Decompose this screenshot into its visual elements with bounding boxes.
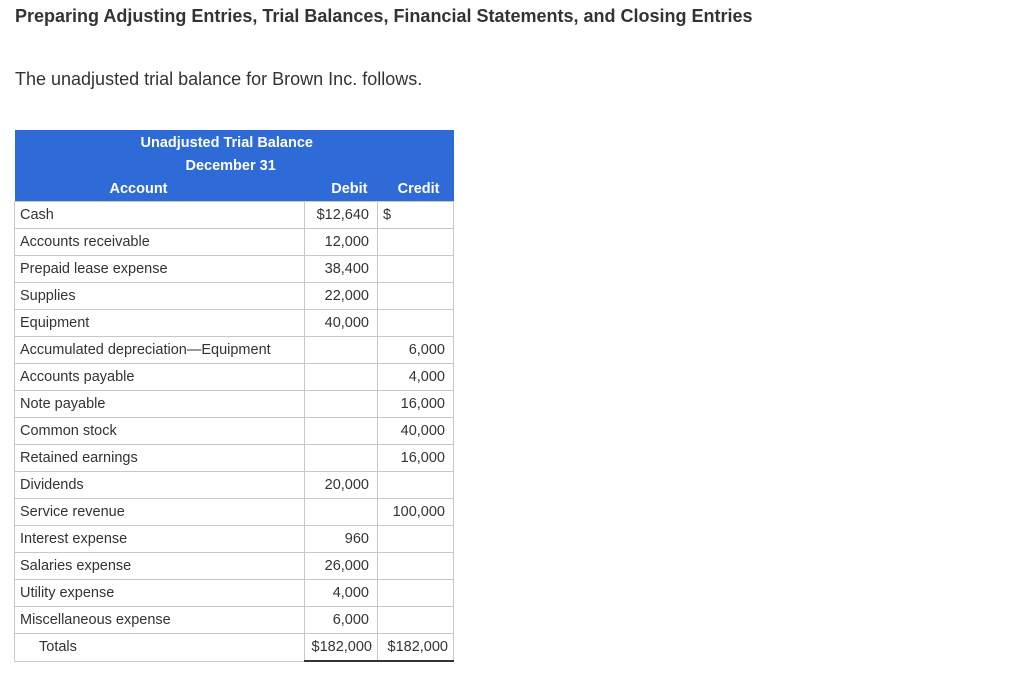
table-row: [15, 202, 454, 229]
table-row: [15, 256, 454, 283]
table-row: [15, 580, 454, 607]
credit-cell: [378, 607, 454, 634]
debit-cell: 20,000: [305, 472, 378, 499]
table-row: [15, 472, 454, 499]
page-title: Preparing Adjusting Entries, Trial Balances, Financial Statements, and Closing Entries: [15, 6, 753, 26]
debit-cell: [305, 418, 378, 445]
debit-cell: [305, 391, 378, 418]
account-cell: Accounts payable: [15, 364, 305, 391]
column-header-credit: Credit: [378, 178, 454, 202]
table-row: [15, 364, 454, 391]
credit-cell: [378, 229, 454, 256]
credit-cell: 100,000: [378, 499, 454, 526]
trial-balance-table: [14, 130, 454, 662]
table-row: [15, 553, 454, 580]
table-row: [15, 229, 454, 256]
table-heading: Unadjusted Trial Balance: [15, 130, 454, 155]
account-cell: Prepaid lease expense: [15, 256, 305, 283]
credit-cell: $: [378, 202, 454, 229]
account-cell: Interest expense: [15, 526, 305, 553]
account-cell: Note payable: [15, 391, 305, 418]
table-row: [15, 499, 454, 526]
credit-cell: 16,000: [378, 445, 454, 472]
table-row: [15, 526, 454, 553]
credit-cell: [378, 256, 454, 283]
table-row: [15, 607, 454, 634]
totals-label: Totals: [15, 634, 305, 662]
column-header-account: Account: [15, 178, 305, 202]
table-row: [15, 310, 454, 337]
account-cell: Common stock: [15, 418, 305, 445]
debit-cell: 4,000: [305, 580, 378, 607]
debit-cell: 38,400: [305, 256, 378, 283]
totals-credit: $182,000: [378, 634, 454, 662]
column-header-debit: Debit: [305, 178, 378, 202]
credit-cell: [378, 283, 454, 310]
debit-cell: 26,000: [305, 553, 378, 580]
debit-cell: 12,000: [305, 229, 378, 256]
credit-cell: [378, 580, 454, 607]
debit-cell: [305, 499, 378, 526]
credit-cell: [378, 472, 454, 499]
totals-row: [15, 634, 454, 662]
debit-cell: [305, 337, 378, 364]
table-date: December 31: [15, 155, 454, 178]
debit-cell: [305, 364, 378, 391]
intro-text: The unadjusted trial balance for Brown Inc. follows.: [15, 69, 423, 89]
credit-cell: [378, 526, 454, 553]
table-row: [15, 445, 454, 472]
account-cell: Supplies: [15, 283, 305, 310]
credit-cell: [378, 553, 454, 580]
table-row: [15, 418, 454, 445]
account-cell: Miscellaneous expense: [15, 607, 305, 634]
table-row: [15, 391, 454, 418]
credit-cell: 6,000: [378, 337, 454, 364]
account-cell: Salaries expense: [15, 553, 305, 580]
account-cell: Accounts receivable: [15, 229, 305, 256]
account-cell: Utility expense: [15, 580, 305, 607]
table-row: [15, 283, 454, 310]
account-cell: Service revenue: [15, 499, 305, 526]
account-cell: Cash: [15, 202, 305, 229]
credit-cell: 4,000: [378, 364, 454, 391]
account-cell: Dividends: [15, 472, 305, 499]
account-cell: Equipment: [15, 310, 305, 337]
debit-cell: [305, 445, 378, 472]
account-cell: Retained earnings: [15, 445, 305, 472]
debit-cell: 22,000: [305, 283, 378, 310]
account-cell: Accumulated depreciation—Equipment: [15, 337, 305, 364]
credit-cell: [378, 310, 454, 337]
credit-cell: 40,000: [378, 418, 454, 445]
table-row: [15, 337, 454, 364]
totals-debit: $182,000: [305, 634, 378, 662]
debit-cell: 960: [305, 526, 378, 553]
debit-cell: $12,640: [305, 202, 378, 229]
debit-cell: 6,000: [305, 607, 378, 634]
credit-cell: 16,000: [378, 391, 454, 418]
debit-cell: 40,000: [305, 310, 378, 337]
